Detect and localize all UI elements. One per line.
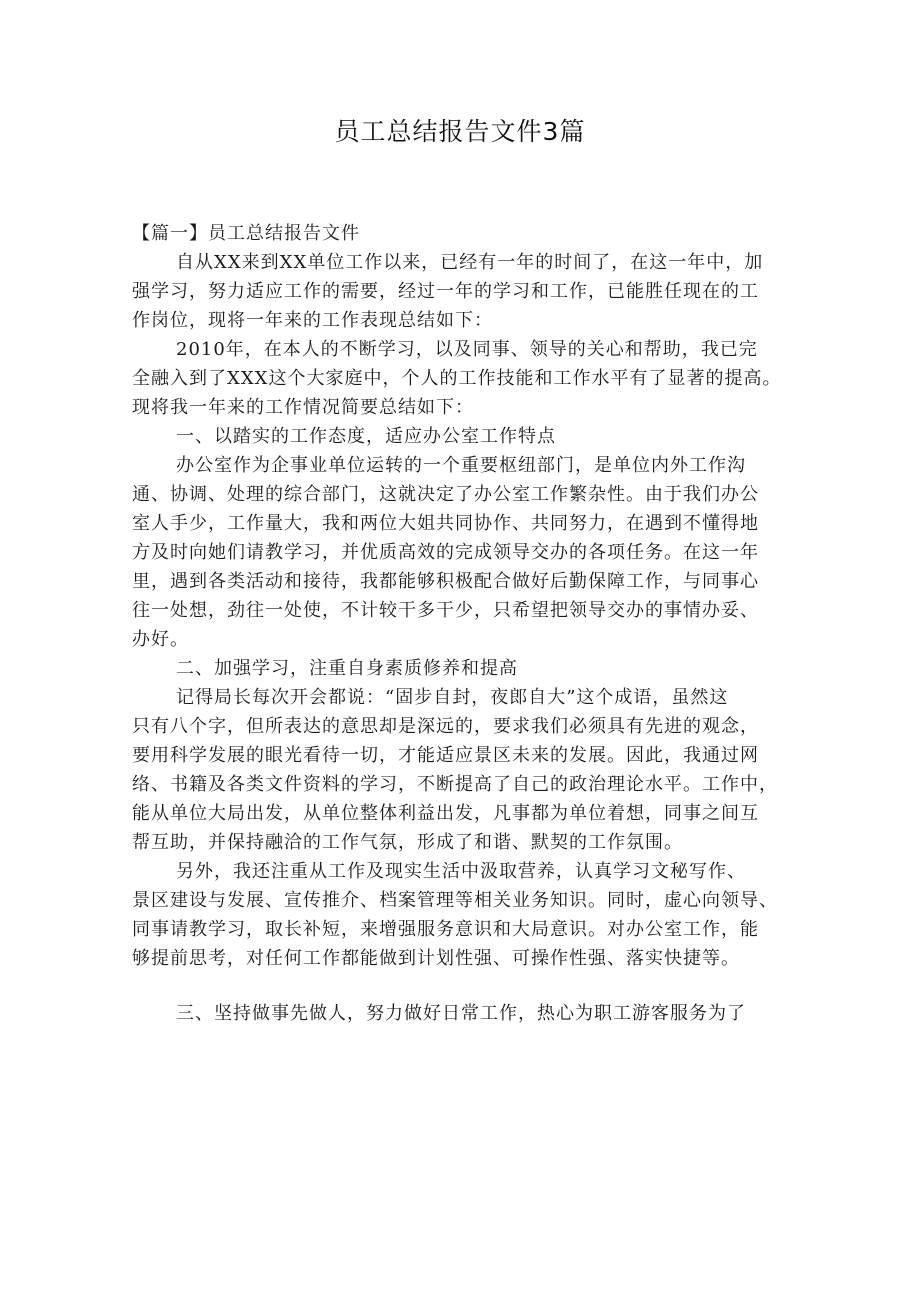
paragraph-line: 要用科学发展的眼光看待一切，才能适应景区未来的发展。因此，我通过网 — [132, 745, 759, 766]
paragraph-line: 络、书籍及各类文件资料的学习，不断提高了自己的政治理论水平。工作中， — [132, 774, 778, 795]
paragraph-line: 强学习，努力适应工作的需要，经过一年的学习和工作，已能胜任现在的工 — [132, 281, 759, 302]
paragraph-line: 能从单位大局出发，从单位整体利益出发，凡事都为单位着想，同事之间互 — [132, 803, 759, 824]
paragraph-line: 通、协调、处理的综合部门，这就决定了办公室工作繁杂性。由于我们办公 — [132, 484, 759, 505]
paragraph-line: 记得局长每次开会都说：“固步自封，夜郎自大”这个成语，虽然这 — [176, 687, 729, 708]
paragraph-line: 方及时向她们请教学习，并优质高效的完成领导交办的各项任务。在这一年 — [132, 542, 759, 563]
section-heading: 【篇一】员工总结报告文件 — [132, 223, 360, 244]
paragraph-line: 另外，我还注重从工作及现实生活中汲取营养，认真学习文秘写作、 — [176, 861, 746, 882]
paragraph-line: 室人手少，工作量大，我和两位大姐共同协作、共同努力，在遇到不懂得地 — [132, 513, 759, 534]
paragraph-line: 现将我一年来的工作情况简要总结如下： — [132, 397, 474, 418]
paragraph-line: 办好。 — [132, 629, 189, 650]
subheading: 三、坚持做事先做人，努力做好日常工作，热心为职工游客服务为了 — [176, 1003, 746, 1024]
document-body — [132, 219, 804, 1028]
paragraph-line: 全融入到了XXX这个大家庭中，个人的工作技能和工作水平有了显著的提高。 — [132, 368, 782, 389]
paragraph-line: 自从XX来到XX单位工作以来，已经有一年的时间了，在这一年中，加 — [176, 252, 764, 273]
paragraph-line: 景区建设与发展、宣传推介、档案管理等相关业务知识。同时，虚心向领导、 — [132, 890, 778, 911]
paragraph-line: 同事请教学习，取长补短，来增强服务意识和大局意识。对办公室工作，能 — [132, 919, 759, 940]
paragraph-line: 作岗位，现将一年来的工作表现总结如下： — [132, 310, 493, 331]
paragraph-line: 里，遇到各类活动和接待，我都能够积极配合做好后勤保障工作，与同事心 — [132, 571, 759, 592]
document-title: 员工总结报告文件3篇 — [334, 117, 586, 146]
paragraph-line: 帮互助，并保持融洽的工作气氛，形成了和谐、默契的工作氛围。 — [132, 832, 683, 853]
subheading: 二、加强学习，注重自身素质修养和提高 — [176, 658, 518, 679]
paragraph-line: 只有八个字，但所表达的意思却是深远的，要求我们必须具有先进的观念， — [132, 716, 759, 737]
subheading: 一、以踏实的工作态度，适应办公室工作特点 — [176, 426, 556, 447]
paragraph-gap — [132, 973, 804, 999]
paragraph-line: 够提前思考，对任何工作都能做到计划性强、可操作性强、落实快捷等。 — [132, 948, 740, 969]
paragraph-line: 2010年，在本人的不断学习，以及同事、领导的关心和帮助，我已完 — [176, 339, 758, 360]
paragraph-line: 往一处想，劲往一处使，不计较干多干少，只希望把领导交办的事情办妥、 — [132, 600, 759, 621]
paragraph-line: 办公室作为企事业单位运转的一个重要枢纽部门，是单位内外工作沟 — [176, 455, 746, 476]
